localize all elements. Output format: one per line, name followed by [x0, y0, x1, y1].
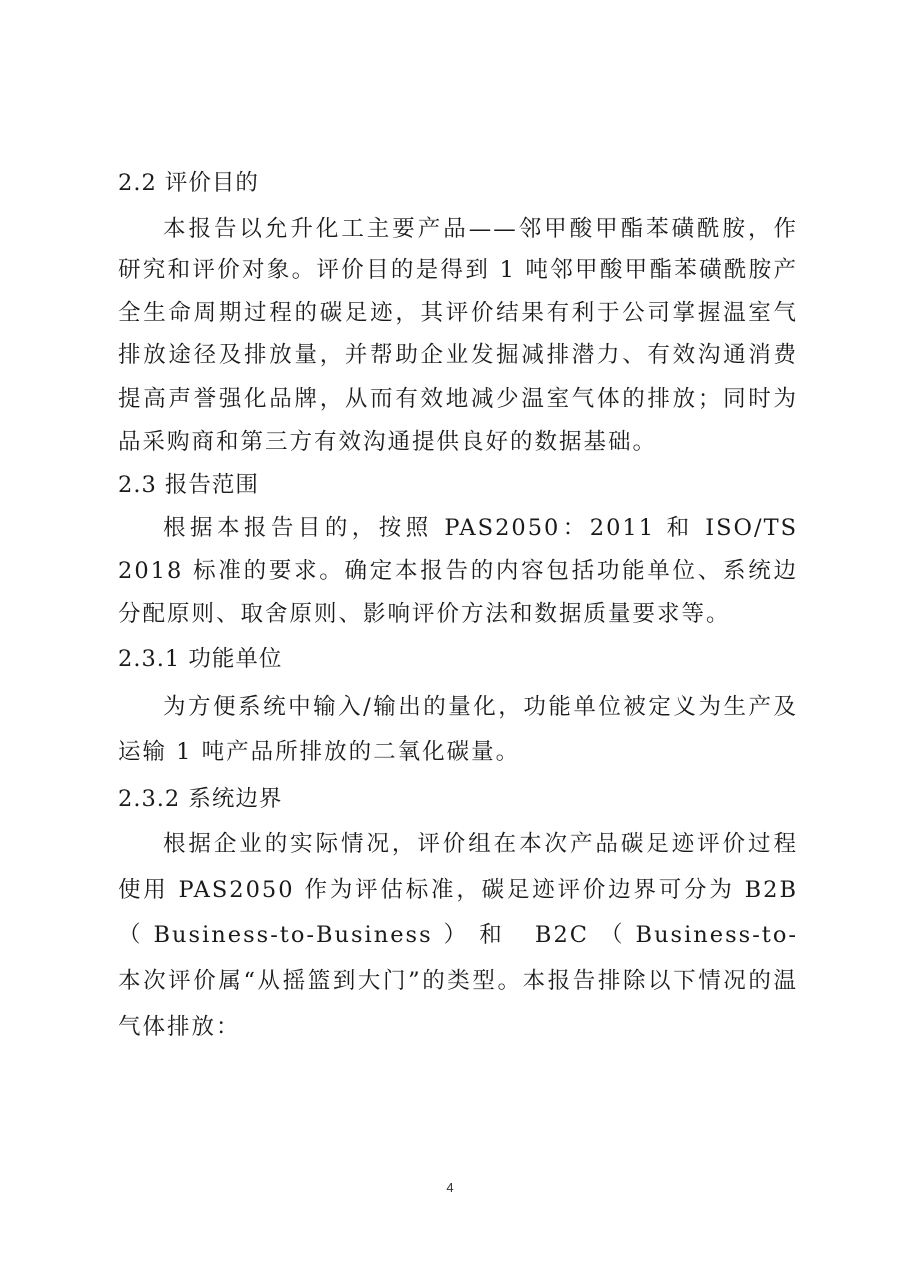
section-heading-2-3-1: 2.3.1 功能单位 [118, 646, 283, 672]
paragraph-line: 提高声誉强化品牌，从而有效地减少温室气体的排放；同时为 [118, 386, 798, 412]
paragraph-line: （Business-to-Business）和 B2C（Business-to- [118, 922, 798, 948]
paragraph-line: 本报告以允升化工主要产品——邻甲酸甲酯苯磺酰胺，作 [163, 216, 798, 242]
paragraph-line: 本次评价属“从摇篮到大门”的类型。本报告排除以下情况的温 [118, 968, 798, 994]
paragraph-line: 品采购商和第三方有效沟通提供良好的数据基础。 [118, 429, 658, 455]
paragraph-line: 根据本报告目的，按照 PAS2050：2011 和 ISO/TS [163, 515, 798, 541]
paragraph-line: 运输 1 吨产品所排放的二氧化碳量。 [118, 739, 521, 765]
page-number: 4 [446, 1180, 454, 1195]
paragraph-line: 研究和评价对象。评价目的是得到 1 吨邻甲酸甲酯苯磺酰胺产 [118, 257, 798, 283]
paragraph-line: 为方便系统中输入/输出的量化，功能单位被定义为生产及 [163, 694, 798, 720]
section-heading-2-3-2: 2.3.2 系统边界 [118, 786, 283, 812]
paragraph-line: 气体排放： [118, 1014, 241, 1040]
paragraph-line: 全生命周期过程的碳足迹，其评价结果有利于公司掌握温室气 [118, 300, 798, 326]
paragraph-line: 排放途径及排放量，并帮助企业发掘减排潜力、有效沟通消费 [118, 342, 798, 368]
paragraph-line: 分配原则、取舍原则、影响评价方法和数据质量要求等。 [118, 601, 731, 627]
paragraph-line: 2018 标准的要求。确定本报告的内容包括功能单位、系统边 [118, 558, 798, 584]
section-heading-2-3: 2.3 报告范围 [118, 472, 259, 498]
paragraph-line: 根据企业的实际情况，评价组在本次产品碳足迹评价过程 [163, 831, 798, 857]
paragraph-line: 使用 PAS2050 作为评估标准，碳足迹评价边界可分为 B2B [118, 877, 798, 903]
section-heading-2-2: 2.2 评价目的 [118, 170, 259, 196]
